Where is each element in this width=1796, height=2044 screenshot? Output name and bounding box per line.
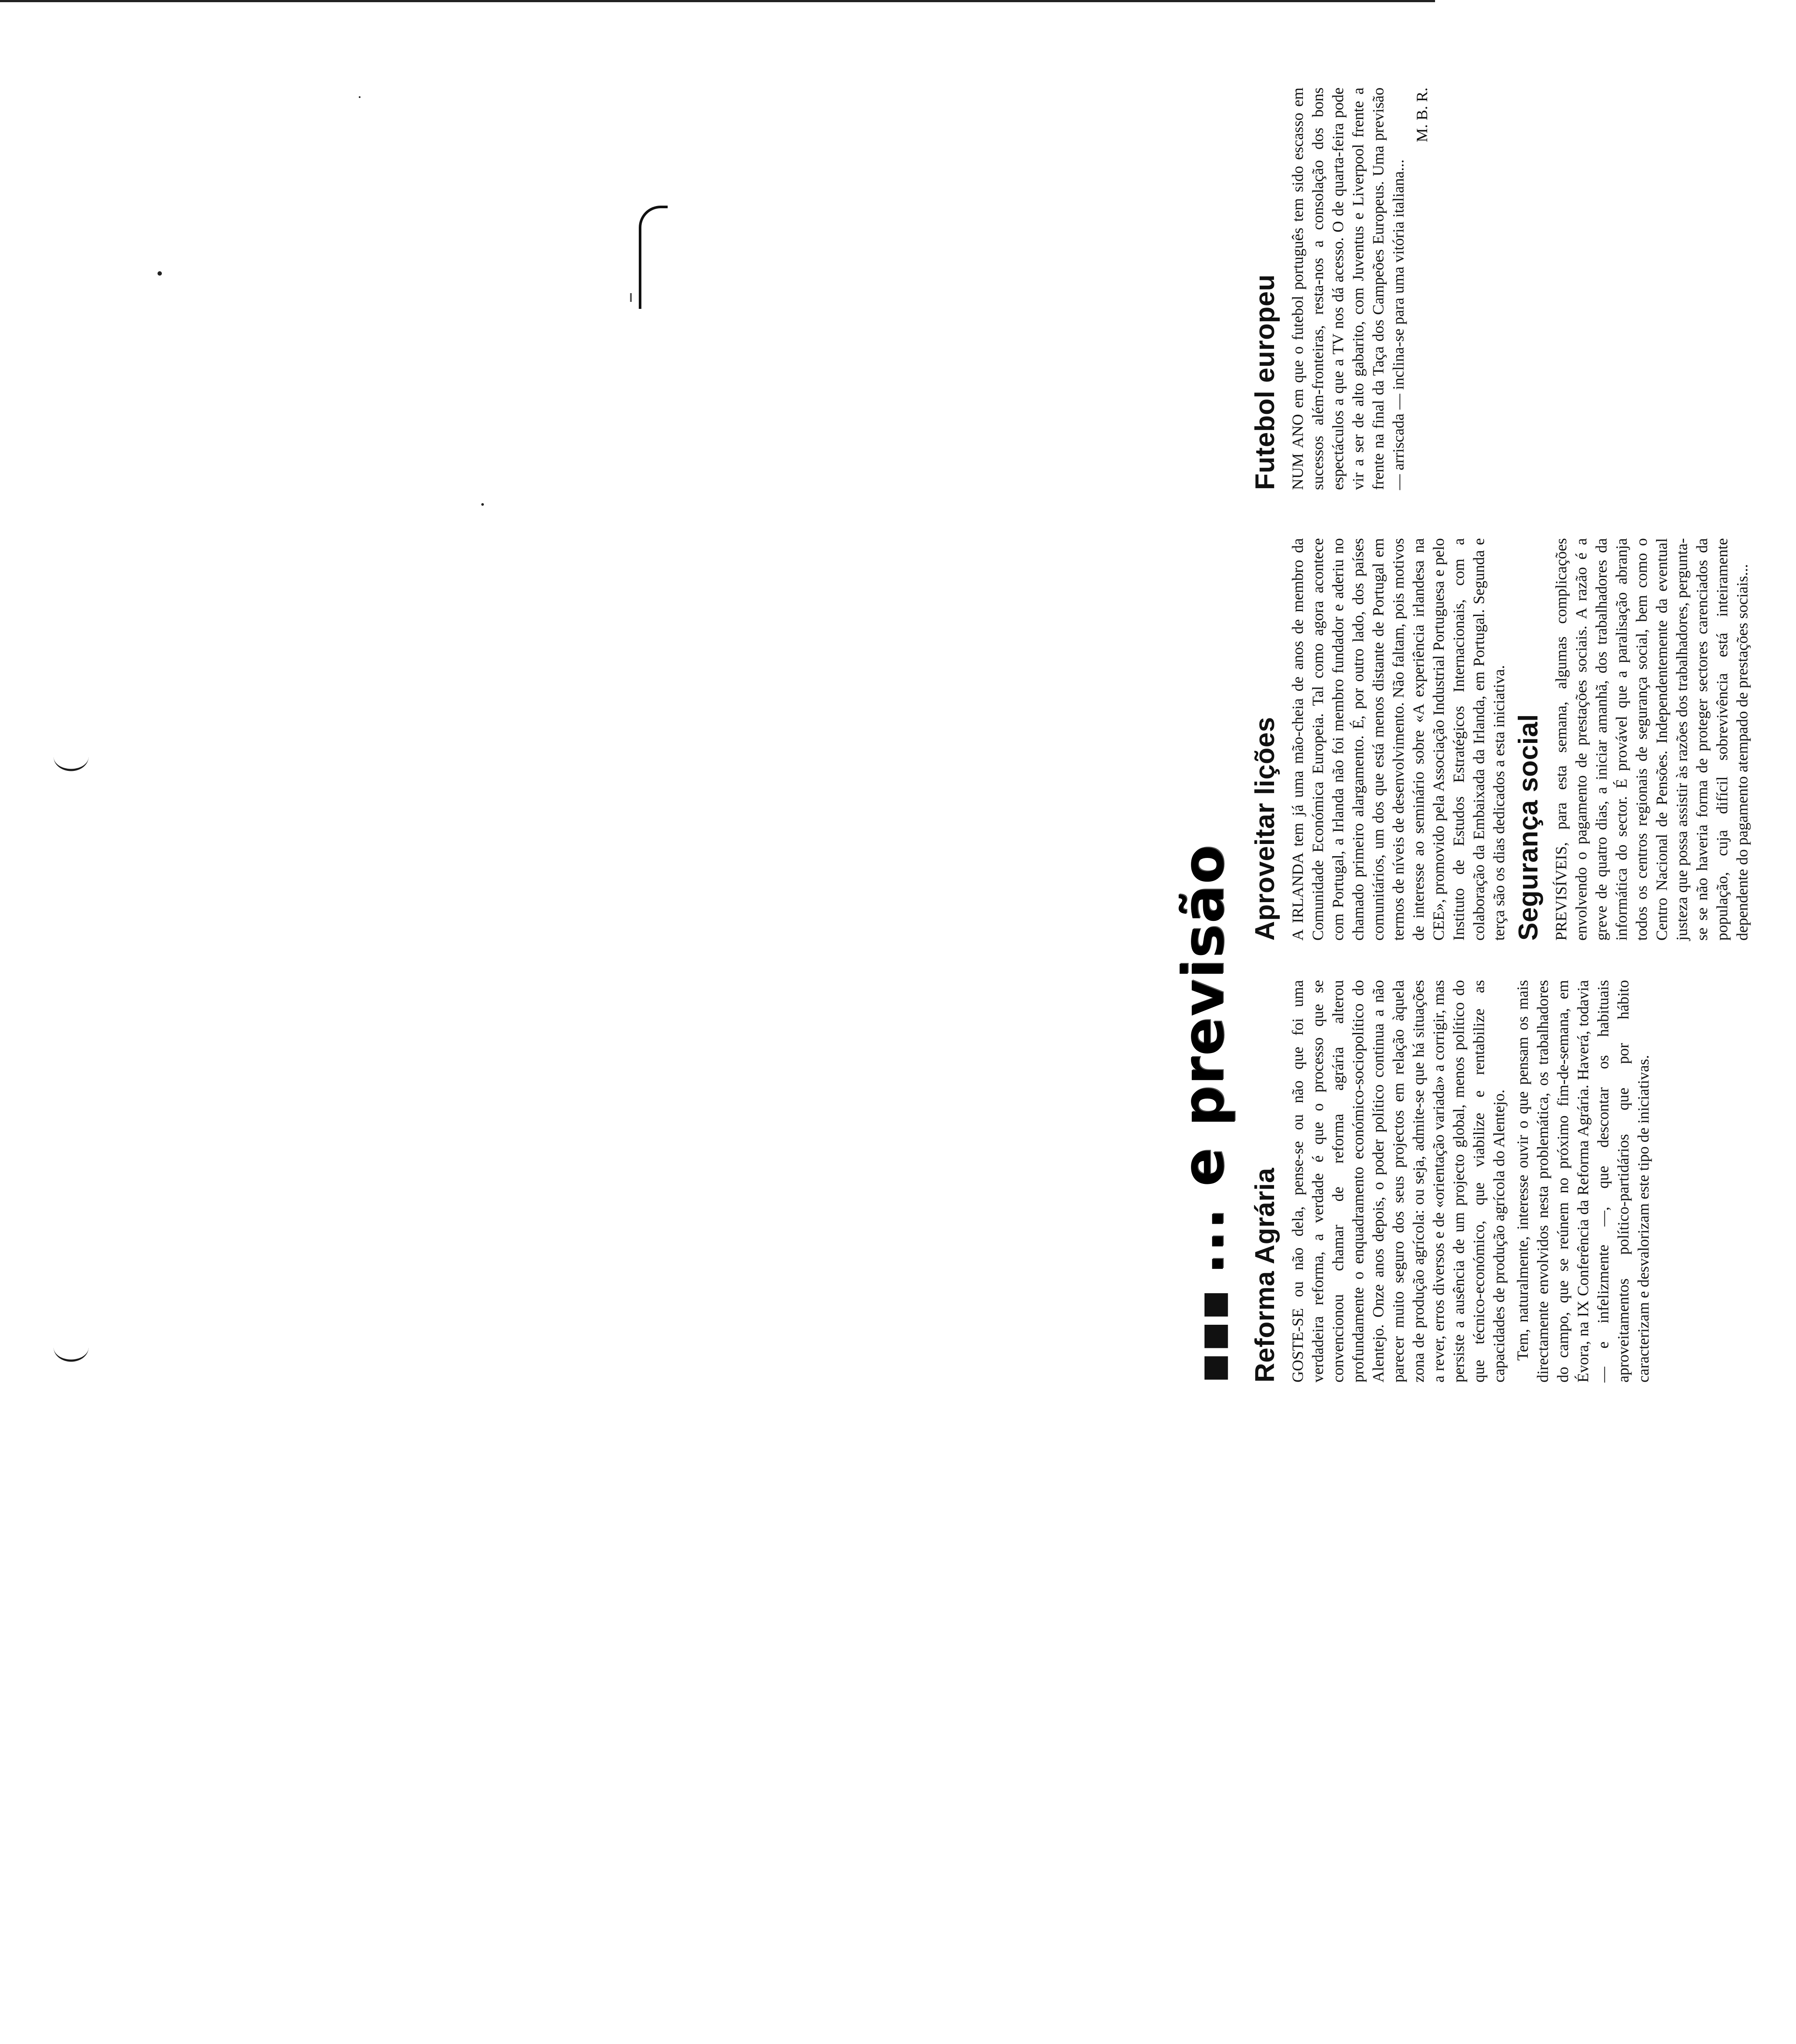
punch-hole-mark (54, 1334, 89, 1362)
section-masthead (1170, 844, 1236, 1382)
scan-speck (481, 503, 484, 506)
punch-hole-mark (54, 743, 89, 771)
article-heading: Futebol europeu (1250, 274, 1280, 490)
author-signature: M. B. R. (1413, 88, 1431, 143)
rotated-article-page (1170, 88, 1796, 1382)
section-title: ... e previsão (1170, 844, 1236, 1275)
article-heading: Aproveitar lições (1250, 717, 1280, 941)
article-heading: Reforma Agrária (1250, 1167, 1280, 1382)
column-3 (1249, 88, 1796, 490)
masthead-bullets: ■■■ (1196, 1288, 1232, 1382)
scan-top-rule (0, 0, 1435, 2)
article-paragraph: GOSTE-SE ou não dela, pense-se ou não que foi uma verdadeira reforma, a verdade é que o processo que se convencionou chamar de reforma agrária alterou profundamente o enquadramento económico-sociopolítico do Alentejo. Onze anos depois, o poder político continua a não parecer muito seguro dos seus projectos em relação àquela zona de produção agrícola: ou seja, admite-se que há situações a rever, erros diversos e de «orientação variada» a corrigir, mas persiste a ausência de um projecto global, menos político do que técnico-económico, que viabilize e rentabilize as capacidades de produção agrícola do Alentejo. (1289, 980, 1508, 1382)
scan-speck (359, 96, 361, 98)
column-1 (1249, 980, 1796, 1382)
article-paragraph: PREVISÍVEIS, para esta semana, algumas complicações envolvendo o pagamento de prestações sociais. A razão é a greve de quatro dias, a iniciar amanhã, dos trabalhadores da informática do sector. É provável que a paralisação abranja todos os centros regionais de segurança social, bem como o Centro Nacional de Pensões. Independentemente da eventual justeza que possa assistir às razões dos trabalhadores, pergunta-se se não haveria forma de proteger sectores carenciados da população, cuja difícil sobrevivência está inteiramente dependente do pagamento atempado de prestações sociais... (1552, 538, 1751, 941)
article-paragraph: NUM ANO em que o futebol português tem sido escasso em sucessos além-fronteiras, resta-nos a consolação dos bons espectáculos a que a TV nos dá acesso. O de quarta-feira pode vir a ser de alto gabarito, com Juventus e Liverpool frente a frente na final da Taça dos Campeões Europeus. Uma previsão — arriscada — inclina-se para uma vitória italiana... (1289, 88, 1407, 490)
article-paragraph: A IRLANDA tem já uma mão-cheia de anos de membro da Comunidade Económica Europeia. Tal como agora acontece com Portugal, a Irlanda não foi membro fundador e aderiu no chamado primeiro alargamento. É, por outro lado, dos países comunitários, um dos que está menos distante de Portugal em termos de níveis de desenvolvimento. Não faltam, pois motivos de interesse ao seminário sobre «A experiência irlandesa na CEE», promovido pela Associação Industrial Portuguesa e pelo Instituto de Estudos Estratégicos Internacionais, com a colaboração da Embaixada da Irlanda, em Portugal. Segunda e terça são os dias dedicados a esta iniciativa. (1289, 538, 1508, 941)
clipping-corner-dash (630, 293, 632, 302)
scan-speck (158, 271, 162, 276)
column-2 (1249, 538, 1796, 941)
article-heading: Segurança social (1513, 714, 1544, 941)
clipping-corner-mark (639, 206, 668, 309)
article-paragraph: Tem, naturalmente, interesse ouvir o que pensam os mais directamente envolvidos nesta problemática, os trabalhadores do campo, que se reúnem no próximo fim-de-semana, em Évora, na IX Conferência da Reforma Agrária. Haverá, todavia — e infelizmente —, que descontar os habituais aproveitamentos político-partidários que por hábito caracterizam e desvalorizam este tipo de iniciativas. (1514, 980, 1652, 1382)
